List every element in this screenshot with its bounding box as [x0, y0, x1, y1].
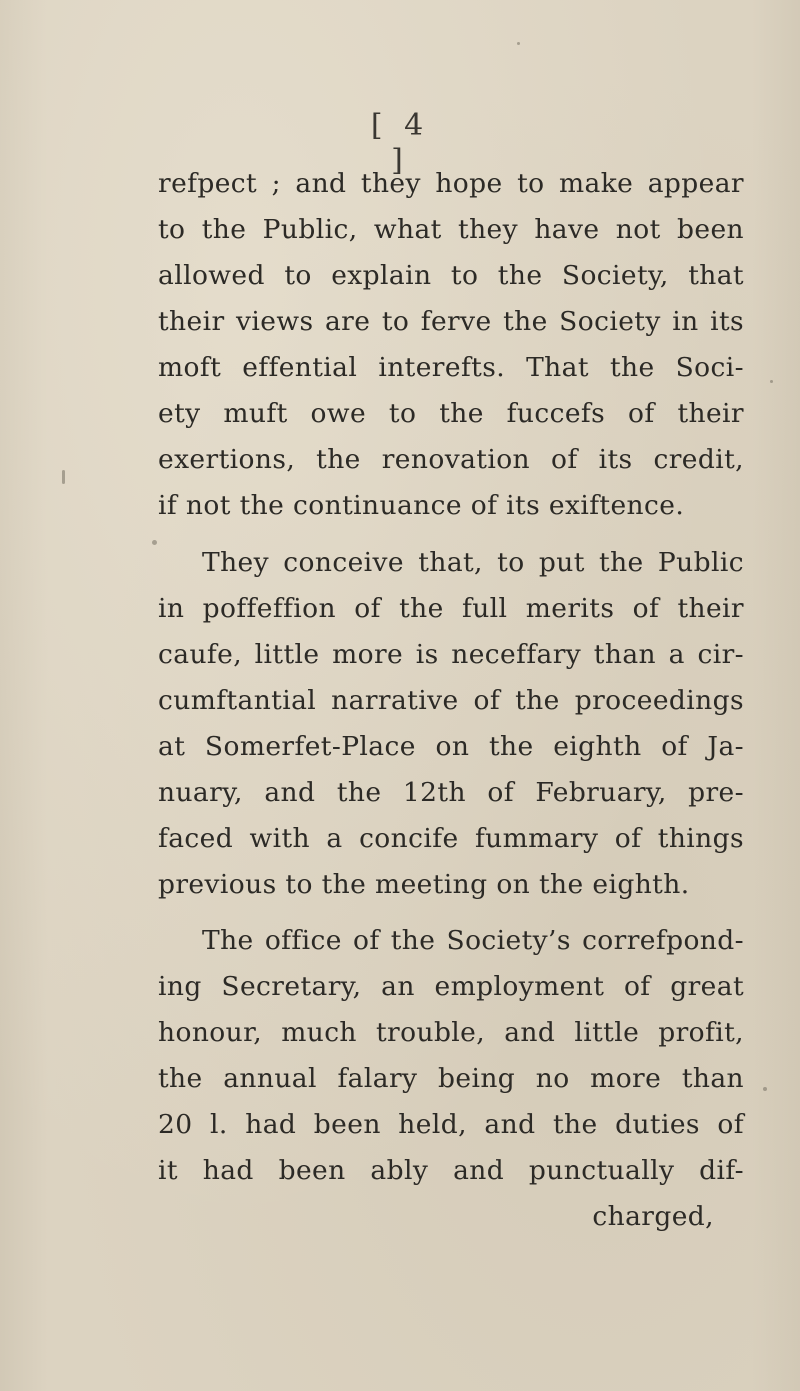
- paragraph-line: previous to the meeting on the eighth.: [158, 869, 690, 900]
- paragraph-line: exertions, the renovation of its credit,: [158, 444, 744, 475]
- paragraph-line: cumftantial narrative of the proceedings: [158, 685, 744, 716]
- paragraph-line: faced with a concife fummary of things: [158, 823, 744, 854]
- paragraph-line: their views are to ferve the Society in its: [158, 306, 744, 337]
- paragraph-line: nuary, and the 12th of February, pre-: [158, 777, 744, 808]
- catchword: charged,: [592, 1201, 714, 1232]
- paragraph-line: to the Public, what they have not been: [158, 214, 744, 245]
- paragraph-2: [158, 540, 744, 908]
- paragraph-line: if not the continuance of its exiftence.: [158, 490, 685, 521]
- paper-speck: [517, 42, 520, 45]
- paragraph-line: The office of the Society’s correfpond-: [202, 925, 744, 956]
- paper-speck: [763, 1087, 767, 1091]
- paragraph-3: [158, 918, 744, 1240]
- paragraph-1: [158, 161, 744, 529]
- paragraph-line: ety muft owe to the fuccefs of their: [158, 398, 744, 429]
- paragraph-line: honour, much trouble, and little profit,: [158, 1017, 744, 1048]
- paragraph-line: caufe, little more is neceffary than a cir-: [158, 639, 744, 670]
- paragraph-line: allowed to explain to the Society, that: [158, 260, 744, 291]
- paragraph-line: the annual falary being no more than: [158, 1063, 744, 1094]
- paragraph-line: refpect ; and they hope to make appear: [158, 168, 744, 199]
- paragraph-line: They conceive that, to put the Public: [202, 547, 744, 578]
- paragraph-line: moft effential interefts. That the Soci-: [158, 352, 744, 383]
- paper-speck: [770, 380, 773, 383]
- paper-speck: [62, 470, 65, 484]
- paper-speck: [152, 540, 157, 545]
- paragraph-line: at Somerfet-Place on the eighth of Ja-: [158, 731, 744, 762]
- paragraph-line: 20 l. had been held, and the duties of: [158, 1109, 744, 1140]
- paragraph-line: it had been ably and punctually dif-: [158, 1155, 744, 1186]
- paragraph-line: ing Secretary, an employment of great: [158, 971, 744, 1002]
- page-number: [ 4 ]: [370, 108, 430, 178]
- paragraph-line: in poffeffion of the full merits of their: [158, 593, 744, 624]
